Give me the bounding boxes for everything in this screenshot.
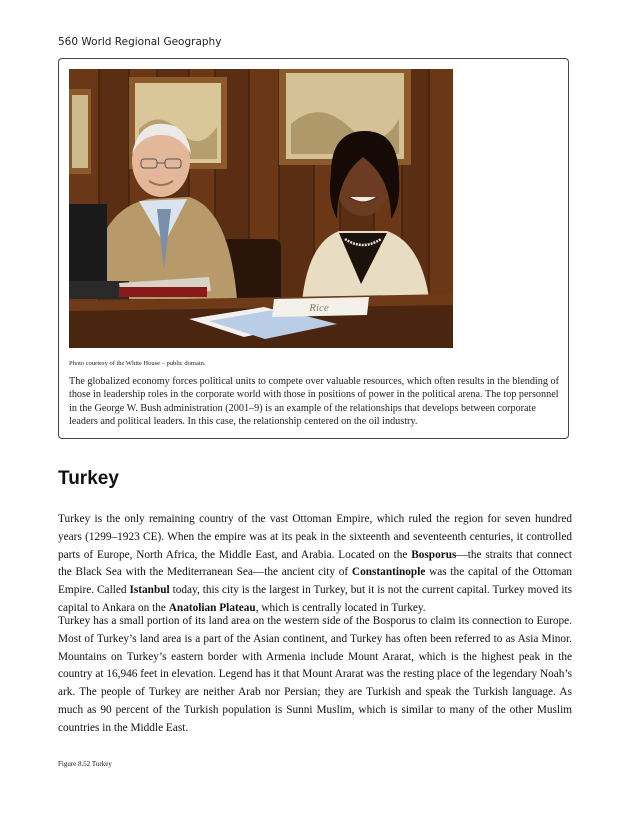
figure-photo (69, 69, 453, 348)
term-istanbul: Istanbul (129, 584, 170, 597)
paragraph-1-text: today, this city is the largest in Turkey, but it is not the current capital. Turkey moved its capital to Ankara on the (58, 584, 572, 614)
paragraph-1-text: Turkey is the only remaining country of the vast Ottoman Empire, which ruled the region for seven hundred years (1299–1923 CE). When the empire was at its peak in the sixteenth and seventeenth centuries, it controlled parts of Europe, North Africa, the Middle East, and Arabia. Located on the (58, 513, 572, 561)
nameplate (272, 297, 369, 317)
figure-reference: Figure 8.52 Turkey (58, 760, 112, 768)
term-bosporus: Bosporus (411, 548, 457, 561)
paragraph-1-text: , which is centrally located in Turkey. (255, 601, 426, 614)
figure-caption: The globalized economy forces political units to compete over valuable resources, which often results in the blending of those in leadership roles in the corporate world with those in positions of power in the political arena. The top personnel in the George W. Bush administration (2001–9) is an example of the relationships that develops between corporate leaders and political leaders. In this case, the relationship centered on the oil industry. (69, 376, 559, 427)
term-constantinople: Constantinople (351, 566, 426, 579)
section-title: Turkey (58, 468, 119, 489)
wall-picture-left (69, 89, 91, 174)
running-head: 560 World Regional Geography (58, 36, 222, 48)
nameplate-text: Rice (309, 302, 329, 314)
term-anatolian-plateau: Anatolian Plateau (168, 601, 256, 614)
photo-credit: Photo courtesy of the White House – public domain. (69, 360, 206, 367)
paragraph-1-text: —the straits that connect the Black Sea with the Mediterranean Sea—the ancient city of (58, 548, 573, 579)
figure-box (58, 58, 569, 439)
paragraph-2: Turkey has a small portion of its land area on the western side of the Bosporus to claim its connection to Europe. Most of Turkey’s land area is a part of the Asian continent, and Turkey has often been referred to as Asia Minor. Mountains on Turkey’s eastern border with Armenia include Mount Ararat, which is the highest peak in the country at 16,946 feet in elevation. Legend has it that Mount Ararat was the resting place of the legendary Noah’s ark. The people of Turkey are neither Arab nor Persian; they are Turkish and speak the Turkish language. As much as 90 percent of the Turkish population is Sunni Muslim, which is similar to many of the other Muslim countries in the Middle East. (58, 615, 572, 734)
paragraph-1 (58, 511, 572, 618)
paragraph-1-text: was the capital of the Ottoman Empire. Called (58, 566, 572, 597)
